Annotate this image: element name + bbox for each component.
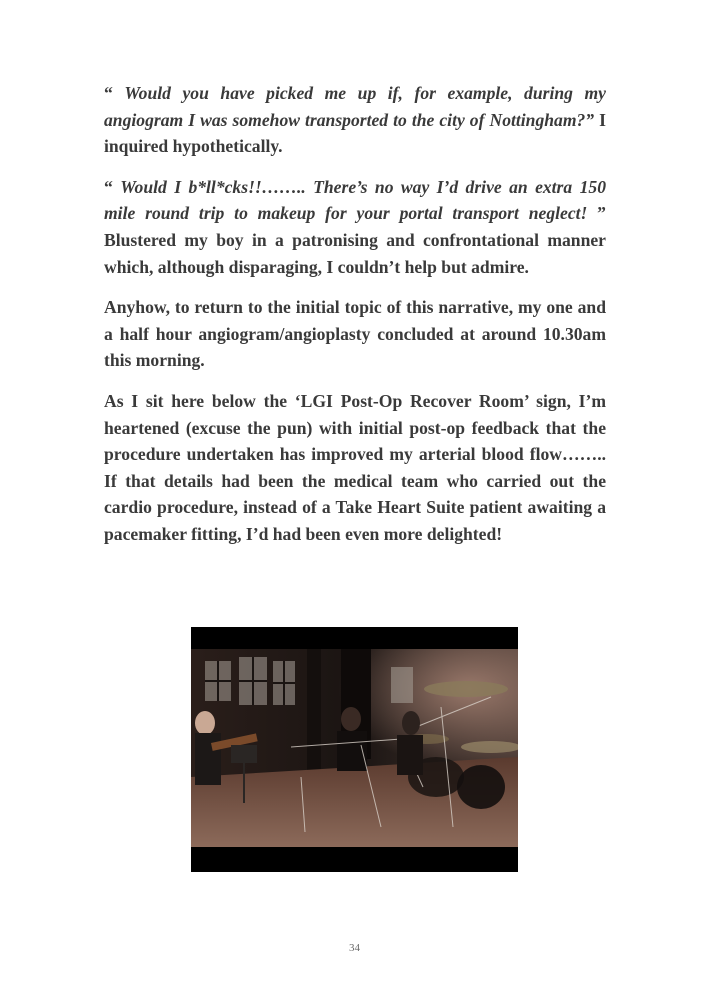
paragraph-text: Anyhow, to return to the initial topic of this narrative, my one and a half hour angiogram/angioplasty concluded at around 10.30am this morning. — [104, 297, 606, 371]
italic-quote-text: Would I b*ll*cks!!…….. There’s no way I’d drive an extra 150 mile round trip to makeup for your portal transport neglect! — [104, 176, 606, 224]
paragraph — [104, 80, 606, 160]
body-text — [104, 80, 606, 562]
paragraph — [104, 174, 606, 280]
paragraph-text: ” Blustered my boy in a patronising and confrontational manner which, although disparaging, I couldn’t help but admire. — [104, 203, 606, 277]
italic-quote-text: Would you have picked me up if, for example, during my angiogram I was somehow transported to the city of Nottingham?” — [104, 83, 606, 130]
paragraph — [104, 294, 606, 374]
page-number: 34 — [349, 942, 360, 954]
paragraph — [104, 388, 606, 548]
paragraph-text: “ — [104, 83, 125, 103]
paragraph-text: As I sit here below the ‘LGI Post-Op Recover Room’ sign, I’m heartened (excuse the pun) with initial post-op feedback that the procedure undertaken has improved my arterial blood flow…….. If that details had been the medical team who carried out the cardio procedure, instead of a Take Heart Suite patient awaiting a pacemaker fitting, I’d had been even more delighted! — [104, 390, 606, 544]
band-rehearsal-photo — [191, 627, 518, 872]
photo-image — [191, 627, 518, 872]
paragraph-text: I inquired hypothetically. — [104, 109, 606, 157]
paragraph-text: “ — [104, 176, 121, 197]
